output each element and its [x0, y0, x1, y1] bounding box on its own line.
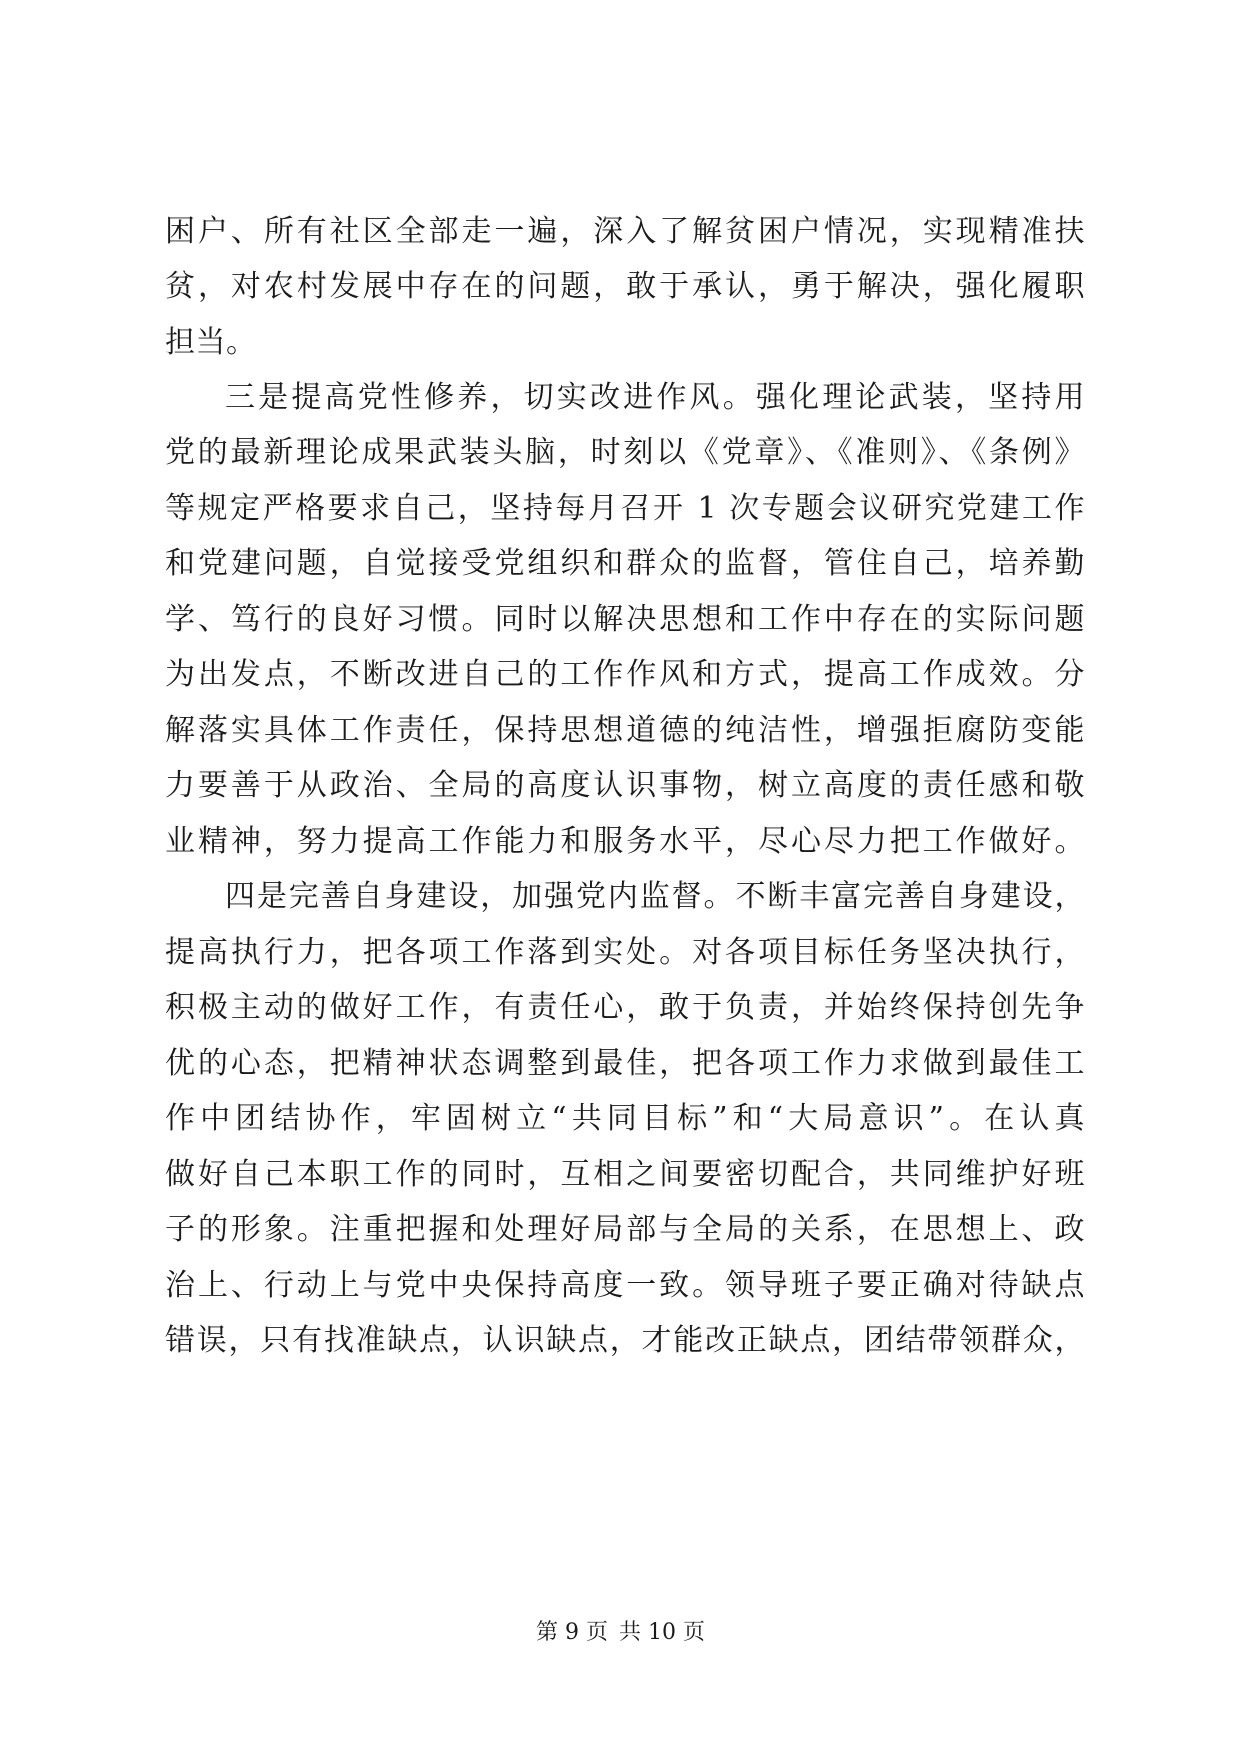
paragraph-line: 等规定严格要求自己，坚持每月召开 1 次专题会议研究党建工作 — [165, 491, 1085, 526]
paragraph-line: 党的最新理论成果武装头脑，时刻以《党章》、《准则》、《条例》 — [165, 435, 1085, 470]
paragraph-line: 学、笃行的良好习惯。同时以解决思想和工作中存在的实际问题 — [165, 602, 1085, 637]
paragraph-line: 治上、行动上与党中央保持高度一致。领导班子要正确对待缺点 — [165, 1268, 1085, 1303]
paragraph-line: 做好自己本职工作的同时，互相之间要密切配合，共同维护好班 — [165, 1157, 1085, 1192]
paragraph-line: 作中团结协作，牢固树立“共同目标”和“大局意识”。在认真 — [165, 1101, 1085, 1136]
page-number: 第 9 页 — [536, 1620, 608, 1645]
paragraph-line: 力要善于从政治、全局的高度认识事物，树立高度的责任感和敬 — [165, 768, 1085, 803]
paragraph-line: 优的心态，把精神状态调整到最佳，把各项工作力求做到最佳工 — [165, 1046, 1085, 1081]
paragraph-line: 困户、所有社区全部走一遍，深入了解贫困户情况，实现精准扶 — [165, 214, 1085, 249]
paragraph-line: 积极主动的做好工作，有责任心，敢于负责，并始终保持创先争 — [165, 990, 1085, 1025]
paragraph-line: 四是完善自身建设，加强党内监督。不断丰富完善自身建设， — [225, 879, 1085, 914]
paragraph-line: 错误，只有找准缺点，认识缺点，才能改正缺点，团结带领群众， — [165, 1323, 1085, 1358]
paragraph-line: 业精神，努力提高工作能力和服务水平，尽心尽力把工作做好。 — [165, 824, 1085, 859]
paragraph-line: 为出发点，不断改进自己的工作作风和方式，提高工作成效。分 — [165, 657, 1085, 692]
paragraph-line: 贫，对农村发展中存在的问题，敢于承认，勇于解决，强化履职 — [165, 269, 1085, 304]
paragraph-line: 子的形象。注重把握和处理好局部与全局的关系，在思想上、政 — [165, 1212, 1085, 1247]
paragraph-line: 和党建问题，自觉接受党组织和群众的监督，管住自己，培养勤 — [165, 546, 1085, 581]
page-total: 共 10 页 — [619, 1620, 705, 1645]
paragraph-line: 三是提高党性修养，切实改进作风。强化理论武装，坚持用 — [225, 380, 1085, 415]
paragraph-line: 解落实具体工作责任，保持思想道德的纯洁性，增强拒腐防变能 — [165, 713, 1085, 748]
page-footer — [0, 1618, 1241, 1648]
paragraph-line: 担当。 — [165, 325, 257, 360]
paragraph-line: 提高执行力，把各项工作落到实处。对各项目标任务坚决执行， — [165, 935, 1085, 970]
